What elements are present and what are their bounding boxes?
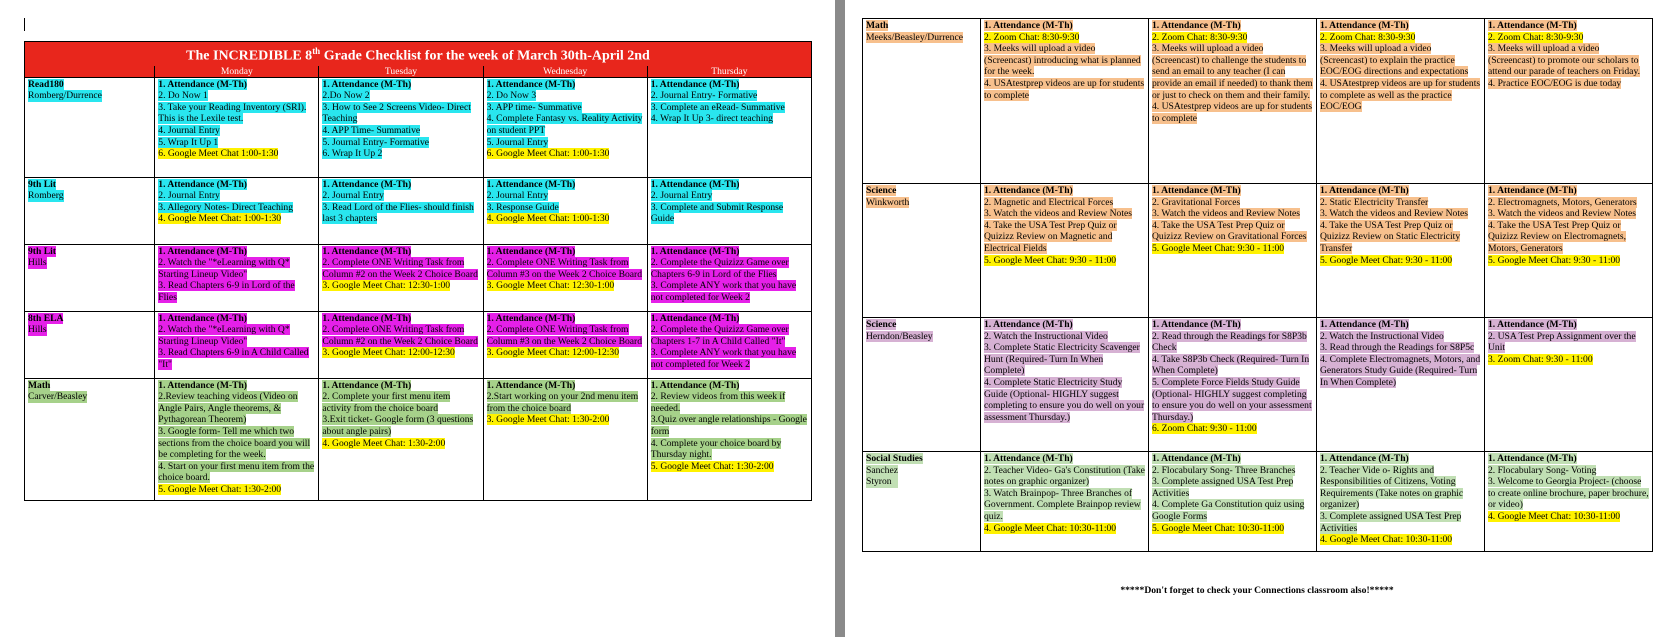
subject-name — [28, 246, 151, 258]
task-item: 2. USA Test Prep Assignment over the Unit — [1488, 330, 1636, 354]
attendance-item: 1. Attendance (M-Th) — [650, 312, 740, 324]
task-cell — [483, 378, 647, 500]
attendance-item: 1. Attendance (M-Th) — [1320, 319, 1409, 330]
page-title: The INCREDIBLE 8th Grade Checklist for the week of March 30th-April 2nd — [25, 42, 812, 66]
task-item: 5. Complete Force Fields Study Guide (Optional- HIGHLY suggest completing to ensure you do well on your assessment Thursday.) — [1152, 376, 1312, 423]
attendance-item: 1. Attendance (M-Th) — [158, 312, 247, 324]
task-item: 4. Complete Fantasy vs. Reality Activity on student PPT — [486, 113, 643, 137]
task-cell — [1149, 318, 1317, 452]
task-cell — [1485, 184, 1653, 318]
teacher-names: Romberg/Durrence — [28, 90, 102, 102]
task-item: 4. Take the USA Test Prep Quiz or Quizizz Review on Electromagnets, Motors, Generators — [1488, 219, 1626, 254]
attendance-item: 1. Attendance (M-Th) — [1152, 185, 1241, 196]
subject-name — [28, 79, 151, 91]
teacher-names: Hills — [28, 257, 47, 269]
task-cell — [647, 77, 811, 177]
schedule-row — [863, 452, 1653, 552]
task-cell — [319, 244, 483, 311]
task-item: 4. Journal Entry — [158, 125, 220, 137]
task-item: 2. Journal Entry — [650, 190, 713, 202]
subject-cell — [25, 378, 155, 500]
subject-name — [866, 20, 977, 32]
schedule-row — [25, 77, 812, 177]
task-item: 3. Read Lord of the Flies- should finish last 3 chapters — [322, 201, 474, 225]
task-item: 3. Complete Static Electricity Scavenger Hunt (Required- Turn In When Complete) — [984, 342, 1140, 377]
task-item: 2. Complete ONE Writing Task from Column #2 on the Week 2 Choice Board — [322, 324, 478, 347]
task-item: 2. Zoom Chat: 8:30-9:30 — [1320, 31, 1416, 43]
task-item: 2. Watch the Instructional Video — [1320, 330, 1444, 342]
attendance-item: 1. Attendance (M-Th) — [1152, 20, 1241, 31]
checklist-table-page-1 — [24, 41, 812, 501]
attendance-item: 1. Attendance (M-Th) — [322, 379, 412, 391]
task-item: 4. Start on your first menu item from the choice board. — [158, 460, 315, 484]
task-item: 3. Watch the videos and Review Notes — [1488, 208, 1636, 220]
task-item: 4. Practice EOC/EOG is due today — [1488, 77, 1622, 89]
task-item: 4. Take the USA Test Prep Quiz or Quizizz Review on Magnetic and Electrical Fields — [984, 219, 1117, 254]
attendance-item: 1. Attendance (M-Th) — [984, 453, 1073, 464]
task-item: 2.Review teaching videos (Video on Angle Pairs, Angle theorems, & Pythagorean Theorem) — [158, 391, 298, 426]
task-cell — [483, 311, 647, 378]
task-item: 2. Complete the Quizizz Game over Chapters 6-9 in Lord of the Flies — [650, 257, 789, 280]
task-item: 6. Google Meet Chat 1:00-1:30 — [158, 148, 279, 160]
task-item: 5. Google Meet Chat: 10:30-11:00 — [1152, 522, 1285, 534]
day-header-blank — [25, 66, 155, 78]
subject-name — [28, 380, 151, 392]
subject-name — [866, 453, 977, 465]
task-item: 6. Zoom Chat: 9:30 - 11:00 — [1152, 423, 1257, 435]
footer-note: *****Don't forget to check your Connections classroom also!***** — [1120, 585, 1394, 596]
day-header-monday: Monday — [155, 66, 319, 78]
task-item: 4. Take the USA Test Prep Quiz or Quizizz Review on Static Electricity Transfer — [1320, 219, 1461, 254]
attendance-item: 1. Attendance (M-Th) — [158, 379, 247, 391]
schedule-row — [25, 378, 812, 500]
task-item: 2. Review videos from this week if needed. — [650, 391, 786, 414]
task-cell — [319, 378, 483, 500]
schedule-row — [863, 318, 1653, 452]
task-item: 3. Google Meet Chat: 12:00-12:30 — [486, 347, 620, 359]
schedule-row — [25, 244, 812, 311]
task-item: 3.Quiz over angle relationships - Google form — [650, 414, 807, 438]
task-item: 2. Watch the "*eLearning with Q* Starting Lineup Video" — [158, 257, 290, 280]
task-cell — [647, 378, 811, 500]
teacher-names: Winkworth — [866, 196, 910, 208]
attendance-item: 1. Attendance (M-Th) — [650, 78, 740, 90]
task-item: 6. Google Meet Chat: 1:00-1:30 — [486, 148, 610, 160]
attendance-item: 1. Attendance (M-Th) — [486, 78, 576, 90]
attendance-item: 1. Attendance (M-Th) — [158, 178, 247, 190]
subject-label: Read180 — [28, 78, 64, 90]
task-item: 3. Complete assigned USA Test Prep Activities — [1320, 510, 1462, 534]
task-item: 4. Google Meet Chat: 10:30-11:00 — [984, 522, 1117, 534]
task-item: 2. Zoom Chat: 8:30-9:30 — [1152, 31, 1248, 43]
task-cell — [483, 177, 647, 244]
task-item: 3. Complete ANY work that you have not completed for Week 2 — [650, 347, 797, 371]
attendance-item: 1. Attendance (M-Th) — [486, 178, 576, 190]
task-item: 2. Complete your first menu item activity from the choice board — [322, 391, 451, 414]
task-cell — [155, 177, 319, 244]
task-item: 5. Journal Entry- Formative — [322, 136, 429, 148]
task-item: 2.Do Now 2 — [322, 90, 370, 102]
task-cell — [155, 77, 319, 177]
teacher-names: Hills — [28, 324, 47, 336]
task-item: 4. USAtestprep videos are up for students to complete as well as the practice EOC/EOG — [1320, 77, 1481, 113]
task-item: 2. Journal Entry — [486, 190, 549, 202]
attendance-item: 1. Attendance (M-Th) — [1320, 20, 1409, 31]
task-item: 4. Complete Electromagnets, Motors, and Generators Study Guide (Required- Turn In When Complete) — [1320, 353, 1481, 388]
task-cell — [647, 311, 811, 378]
task-cell — [1317, 318, 1485, 452]
attendance-item: 1. Attendance (M-Th) — [158, 78, 247, 90]
subject-label: Social Studies — [866, 453, 923, 464]
task-cell — [155, 378, 319, 500]
schedule-row — [25, 177, 812, 244]
task-cell — [981, 19, 1149, 184]
task-item: 2. Watch the "*eLearning with Q* Starting Lineup Video" — [158, 324, 290, 347]
attendance-item: 1. Attendance (M-Th) — [322, 78, 412, 90]
task-item: 3. How to See 2 Screens Video- Direct Teaching — [322, 101, 471, 125]
attendance-item: 1. Attendance (M-Th) — [486, 312, 576, 324]
subject-cell — [25, 244, 155, 311]
attendance-item: 1. Attendance (M-Th) — [1488, 185, 1577, 196]
subject-label: Science — [866, 319, 897, 330]
attendance-item: 1. Attendance (M-Th) — [1152, 453, 1241, 464]
task-item: 2. Teacher Vide o- Rights and Responsibilities of Citizens, Voting Requirements (Take notes on graphic organizer) — [1320, 464, 1464, 511]
attendance-item: 1. Attendance (M-Th) — [322, 178, 412, 190]
task-item: 3. Google form- Tell me which two sections from the choice board you will be completing for the week. — [158, 426, 311, 461]
subject-name — [28, 179, 151, 191]
checklist-table-page-2 — [862, 18, 1653, 552]
task-cell — [483, 244, 647, 311]
task-item: 3. Watch the videos and Review Notes — [1152, 208, 1300, 220]
attendance-item: 1. Attendance (M-Th) — [650, 178, 740, 190]
task-cell — [1317, 452, 1485, 552]
task-item: 3. Allegory Notes- Direct Teaching — [158, 201, 294, 213]
task-item: 3. Google Meet Chat: 12:30-1:00 — [486, 280, 615, 292]
task-item: 3. Read through the Readings for S8P5c — [1320, 342, 1475, 354]
schedule-row — [863, 184, 1653, 318]
day-header-thursday: Thursday — [647, 66, 811, 78]
task-item: 2. Flocabulary Song- Voting — [1488, 464, 1597, 476]
task-item: 3. APP time- Summative — [486, 101, 582, 113]
subject-label: Science — [866, 185, 897, 196]
subject-label: 9th Lit — [28, 178, 56, 190]
task-item: 3. Take your Reading Inventory (SRI). This is the Lexile test. — [158, 101, 307, 125]
task-item: 3. Complete an eRead- Summative — [650, 101, 785, 113]
task-item: 2. Journal Entry — [322, 190, 384, 202]
task-item: 4. Google Meet Chat: 10:30-11:00 — [1488, 510, 1621, 522]
attendance-item: 1. Attendance (M-Th) — [1488, 20, 1577, 31]
task-item: 2. Read through the Readings for S8P3b Check — [1152, 330, 1307, 354]
attendance-item: 1. Attendance (M-Th) — [486, 379, 576, 391]
task-item: 4. APP Time- Summative — [322, 125, 421, 137]
task-cell — [319, 311, 483, 378]
subject-name — [866, 319, 977, 331]
task-cell — [1485, 318, 1653, 452]
task-item: 2. Magnetic and Electrical Forces — [984, 196, 1114, 208]
task-item: 2. Flocabulary Song- Three Branches — [1152, 464, 1296, 476]
task-item: 2. Gravitational Forces — [1152, 196, 1241, 208]
teacher-names: Meeks/Beasley/Durrence — [866, 31, 963, 43]
subject-name — [866, 185, 977, 197]
task-cell — [319, 77, 483, 177]
attendance-item: 1. Attendance (M-Th) — [1488, 319, 1577, 330]
task-cell — [1149, 19, 1317, 184]
attendance-item: 1. Attendance (M-Th) — [984, 319, 1073, 330]
task-item: 3. Watch the videos and Review Notes — [1320, 208, 1468, 220]
task-item: 3. Watch the videos and Review Notes — [984, 208, 1132, 220]
task-item: 2. Complete ONE Writing Task from Column #3 on the Week 2 Choice Board — [486, 257, 643, 280]
attendance-item: 1. Attendance (M-Th) — [984, 20, 1073, 31]
task-item: 3. Zoom Chat: 9:30 - 11:00 — [1488, 353, 1593, 365]
task-item: 2. Teacher Video- Ga's Constitution (Take notes on graphic organizer) — [984, 464, 1145, 488]
task-cell — [1149, 452, 1317, 552]
document-page-2 — [845, 0, 1669, 637]
task-item: 5. Journal Entry — [486, 136, 549, 148]
teacher-names: Herndon/Beasley — [866, 330, 933, 342]
task-item: 5. Wrap It Up 1 — [158, 136, 219, 148]
task-item: 5. Google Meet Chat: 9:30 - 11:00 — [1152, 242, 1285, 254]
task-item: 4. Google Meet Chat: 1:00-1:30 — [486, 213, 610, 225]
subject-cell — [25, 177, 155, 244]
attendance-item: 1. Attendance (M-Th) — [158, 245, 247, 257]
task-cell — [981, 184, 1149, 318]
text-cursor — [24, 18, 25, 31]
task-item: 2.Start working on your 2nd menu item from the choice board — [486, 391, 639, 414]
schedule-row — [863, 19, 1653, 184]
subject-label: Math — [28, 379, 51, 391]
task-item: 4. Google Meet Chat: 1:00-1:30 — [158, 213, 282, 225]
task-item: 2. Zoom Chat: 8:30-9:30 — [1488, 31, 1584, 43]
task-cell — [155, 244, 319, 311]
task-item: 4. Take the USA Test Prep Quiz or Quizizz Review on Gravitational Forces — [1152, 219, 1307, 243]
task-item: 3. Complete ANY work that you have not completed for Week 2 — [650, 280, 797, 304]
task-item: 4. Wrap It Up 3- direct teaching — [650, 113, 773, 125]
task-cell — [1149, 184, 1317, 318]
task-item: 2. Complete the Quizizz Game over Chapters 1-7 in A Child Called "It" — [650, 324, 789, 347]
task-cell — [155, 311, 319, 378]
task-item: 2. Zoom Chat: 8:30-9:30 — [984, 31, 1080, 43]
task-item: 4. Google Meet Chat: 10:30-11:00 — [1320, 534, 1453, 546]
task-item: 3. Google Meet Chat: 12:00-12:30 — [322, 347, 455, 359]
day-header-tuesday: Tuesday — [319, 66, 483, 78]
subject-label: 8th ELA — [28, 312, 64, 324]
task-item: 2. Complete ONE Writing Task from Column #2 on the Week 2 Choice Board — [322, 257, 478, 280]
task-item: 4. USAtestprep videos are up for students to complete — [1152, 101, 1313, 124]
task-cell — [647, 244, 811, 311]
task-item: 2. Journal Entry- Formative — [650, 90, 758, 102]
attendance-item: 1. Attendance (M-Th) — [650, 245, 740, 257]
attendance-item: 1. Attendance (M-Th) — [322, 312, 412, 324]
task-item: 2. Static Electricity Transfer — [1320, 196, 1429, 208]
subject-cell — [863, 184, 981, 318]
task-item: 2. Journal Entry — [158, 190, 220, 202]
task-item: 3.Exit ticket- Google form (3 questions about angle pairs) — [322, 414, 474, 438]
subject-label: Math — [866, 20, 889, 31]
attendance-item: 1. Attendance (M-Th) — [1320, 453, 1409, 464]
task-item: 3. Read Chapters 6-9 in A Child Called "It" — [158, 347, 309, 371]
subject-name — [28, 313, 151, 325]
task-item: 3. Google Meet Chat: 1:30-2:00 — [486, 414, 610, 426]
task-item: 5. Google Meet Chat: 9:30 - 11:00 — [1320, 254, 1453, 266]
attendance-item: 1. Attendance (M-Th) — [984, 185, 1073, 196]
task-item: 4. Google Meet Chat: 1:30-2:00 — [322, 437, 446, 449]
teacher-names: Sanchez Styron — [866, 464, 898, 488]
task-item: 3. Meeks will upload a video (Screencast) to promote our scholars to attend our parade of teachers on Friday. — [1488, 43, 1641, 78]
teacher-names: Romberg — [28, 190, 64, 202]
task-cell — [483, 77, 647, 177]
task-item: 3. Meeks will upload a video (Screencast) to explain the practice EOC/EOG directions and expectations — [1320, 43, 1469, 78]
task-item: 6. Wrap It Up 2 — [322, 148, 383, 160]
task-item: 4. Complete Static Electricity Study Guide (Optional- HIGHLY suggest completing to ensure you do well on your assessment Thursday.) — [984, 376, 1145, 423]
attendance-item: 1. Attendance (M-Th) — [1488, 453, 1577, 464]
task-item: 2. Do Now 1 — [158, 90, 208, 102]
subject-cell — [25, 311, 155, 378]
task-item: 4. Take S8P3b Check (Required- Turn In When Complete) — [1152, 353, 1310, 377]
task-item: 2. Do Now 3 — [486, 90, 537, 102]
task-item: 4. USAtestprep videos are up for students to complete — [984, 77, 1145, 101]
attendance-item: 1. Attendance (M-Th) — [650, 379, 740, 391]
task-cell — [319, 177, 483, 244]
task-item: 3. Meeks will upload a video (Screencast) introducing what is planned for the week. — [984, 43, 1141, 78]
subject-cell — [863, 318, 981, 452]
task-item: 3. Read Chapters 6-9 in Lord of the Flies — [158, 280, 295, 304]
subject-cell — [863, 19, 981, 184]
subject-cell — [863, 452, 981, 552]
task-cell — [647, 177, 811, 244]
task-cell — [1485, 19, 1653, 184]
task-cell — [981, 318, 1149, 452]
teacher-names: Carver/Beasley — [28, 391, 88, 403]
task-item: 3. Complete and Submit Response Guide — [650, 201, 784, 225]
task-item: 3. Meeks will upload a video (Screencast) to challenge the students to send an email to any teacher (I can provide an email if needed) to thank them or just to check on them and their family. — [1152, 43, 1313, 101]
task-item: 5. Google Meet Chat: 9:30 - 11:00 — [1488, 254, 1621, 266]
task-cell — [981, 452, 1149, 552]
task-cell — [1485, 452, 1653, 552]
task-item: 3. Complete assigned USA Test Prep Activities — [1152, 476, 1294, 499]
attendance-item: 1. Attendance (M-Th) — [486, 245, 576, 257]
subject-cell — [25, 77, 155, 177]
task-item: 5. Google Meet Chat: 9:30 - 11:00 — [984, 254, 1117, 266]
task-item: 5. Google Meet Chat: 1:30-2:00 — [650, 460, 774, 472]
attendance-item: 1. Attendance (M-Th) — [1152, 319, 1241, 330]
day-header-wednesday: Wednesday — [483, 66, 647, 78]
task-item: 3. Response Guide — [486, 201, 559, 213]
task-item: 2. Electromagnets, Motors, Generators — [1488, 196, 1637, 208]
subject-label: 9th Lit — [28, 245, 56, 257]
task-item: 2. Complete ONE Writing Task from Column #3 on the Week 2 Choice Board — [486, 324, 643, 347]
schedule-row — [25, 311, 812, 378]
attendance-item: 1. Attendance (M-Th) — [322, 245, 412, 257]
task-cell — [1317, 184, 1485, 318]
task-item: 3. Welcome to Georgia Project- (choose to create online brochure, paper brochure, or video) — [1488, 476, 1649, 511]
task-item: 4. Complete your choice board by Thursday night. — [650, 437, 782, 461]
task-item: 4. Complete Ga Constitution quiz using Google Forms — [1152, 499, 1305, 522]
task-cell — [1317, 19, 1485, 184]
task-item: 2. Watch the Instructional Video — [984, 330, 1108, 342]
task-item: 3. Watch Brainpop- Three Branches of Government. Complete Brainpop review quiz. — [984, 487, 1141, 522]
task-item: 3. Google Meet Chat: 12:30-1:00 — [322, 280, 451, 292]
task-item: 5. Google Meet Chat: 1:30-2:00 — [158, 484, 282, 495]
attendance-item: 1. Attendance (M-Th) — [1320, 185, 1409, 196]
